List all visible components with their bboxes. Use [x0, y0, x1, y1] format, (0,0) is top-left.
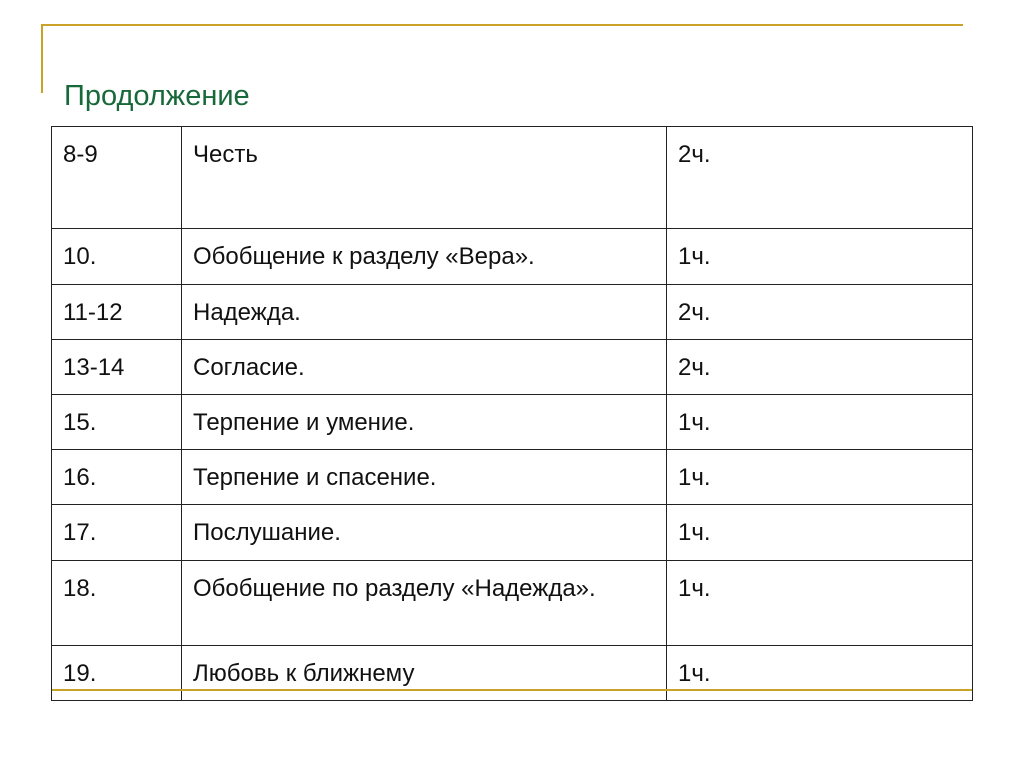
decor-line-left	[41, 24, 43, 93]
lesson-topic: Обобщение по разделу «Надежда».	[182, 561, 667, 646]
lesson-topic: Надежда.	[182, 285, 667, 340]
decor-line-bottom	[52, 689, 972, 691]
table-row	[52, 450, 973, 505]
lesson-number: 15.	[52, 395, 182, 450]
lesson-hours: 1ч.	[667, 229, 973, 285]
table-row	[52, 395, 973, 450]
table-row	[52, 646, 973, 701]
lesson-number: 10.	[52, 229, 182, 285]
lesson-topic: Честь	[182, 127, 667, 229]
lesson-topic: Любовь к ближнему	[182, 646, 667, 701]
lesson-table	[51, 126, 973, 701]
lesson-hours: 2ч.	[667, 127, 973, 229]
lesson-number: 16.	[52, 450, 182, 505]
table-row	[52, 229, 973, 285]
lesson-hours: 1ч.	[667, 646, 973, 701]
lesson-topic: Послушание.	[182, 505, 667, 561]
lesson-number: 8-9	[52, 127, 182, 229]
lesson-hours: 1ч.	[667, 395, 973, 450]
table-row	[52, 127, 973, 229]
lesson-topic: Обобщение к разделу «Вера».	[182, 229, 667, 285]
lesson-number: 18.	[52, 561, 182, 646]
slide-title: Продолжение	[64, 80, 250, 112]
table-row	[52, 561, 973, 646]
lesson-hours: 1ч.	[667, 450, 973, 505]
table-row	[52, 340, 973, 395]
table-row	[52, 505, 973, 561]
lesson-number: 17.	[52, 505, 182, 561]
lesson-topic: Терпение и спасение.	[182, 450, 667, 505]
lesson-hours: 1ч.	[667, 561, 973, 646]
table-row	[52, 285, 973, 340]
lesson-hours: 2ч.	[667, 285, 973, 340]
lesson-hours: 2ч.	[667, 340, 973, 395]
lesson-number: 13-14	[52, 340, 182, 395]
decor-line-top	[42, 24, 963, 26]
lesson-number: 11-12	[52, 285, 182, 340]
lesson-number: 19.	[52, 646, 182, 701]
lesson-topic: Терпение и умение.	[182, 395, 667, 450]
lesson-hours: 1ч.	[667, 505, 973, 561]
lesson-topic: Согласие.	[182, 340, 667, 395]
